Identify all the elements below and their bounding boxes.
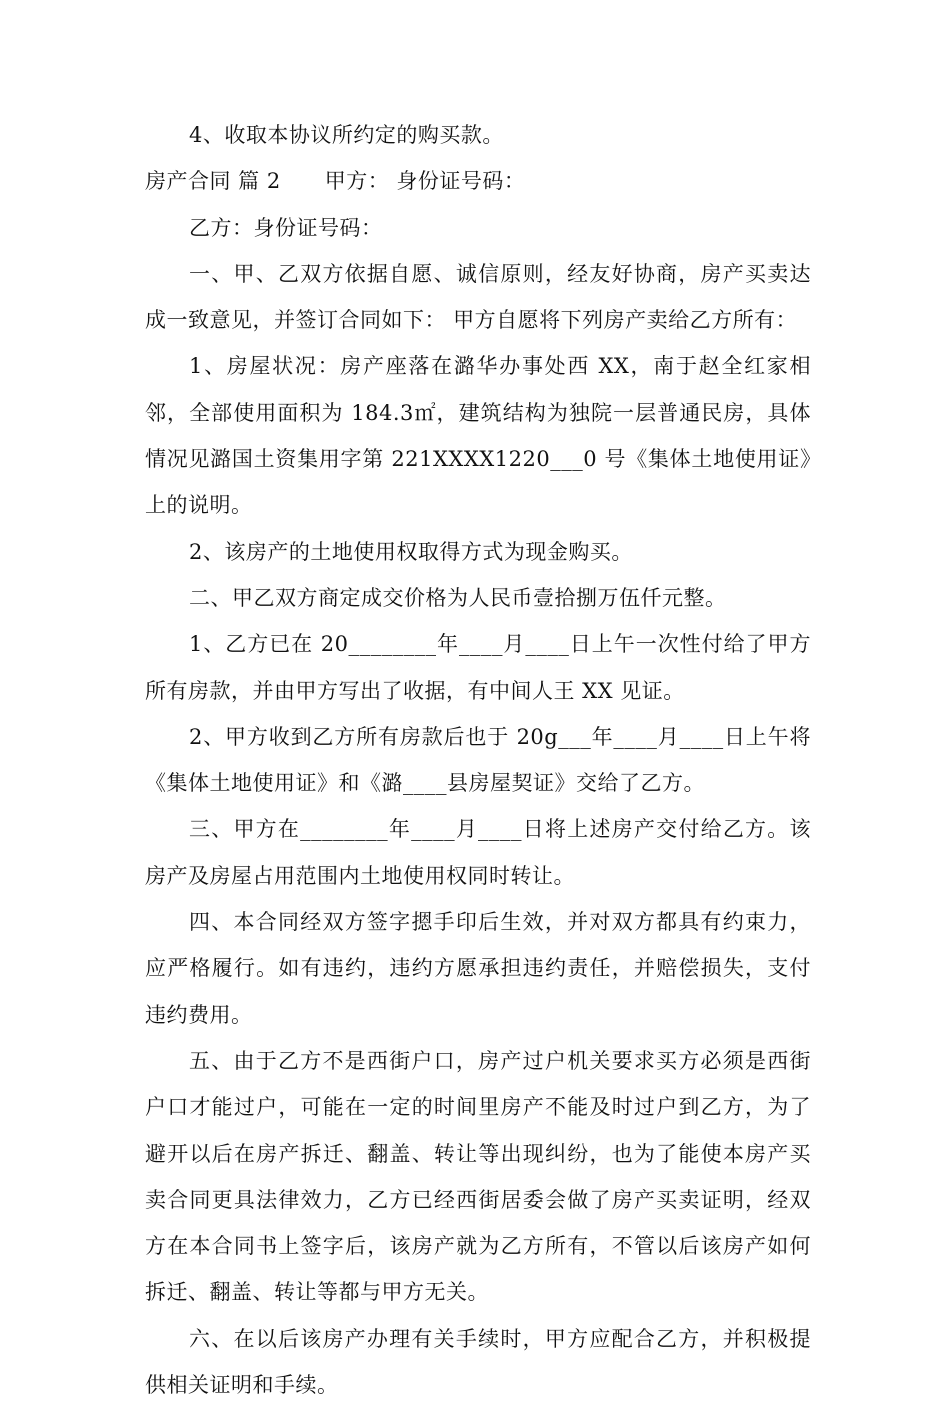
- clause-two-item-2: 2、甲方收到乙方所有房款后也于 20g___年____月____日上午将《集体土地使用证》和《潞____县房屋契证》交给了乙方。: [145, 724, 811, 796]
- clause-four: 四、本合同经双方签字摁手印后生效，并对双方都具有约束力，应严格履行。如有违约，违约方愿承担违约责任，并赔偿损失，支付违约费用。: [145, 910, 811, 1027]
- clause-five: 五、由于乙方不是西街户口，房产过户机关要求买方必须是西街户口才能过户，可能在一定的时间里房产不能及时过户到乙方，为了避开以后在房产拆迁、翻盖、转让等出现纠纷，也为了能使本房产买卖合同更具法律效力，乙方已经西街居委会做了房产买卖证明，经双方在本合同书上签字后，该房产就为乙方所有，不管以后该房产如何拆迁、翻盖、转让等都与甲方无关。: [145, 1048, 811, 1305]
- clause-two-item-1: 1、乙方已在 20________年____月____日上午一次性付给了甲方所有房款，并由甲方写出了收据，有中间人王 XX 见证。: [145, 632, 811, 703]
- clause-one: 一、甲、乙双方依据自愿、诚信原则，经友好协商，房产买卖达成一致意见，并签订合同如下： 甲方自愿将下列房产卖给乙方所有：: [145, 261, 811, 333]
- paragraph-item-4: 4、收取本协议所约定的购买款。: [189, 123, 504, 147]
- party-a-id-label: 甲方： 身份证号码：: [324, 169, 526, 194]
- section-title: 房产合同 篇 2: [145, 169, 281, 194]
- clause-three: 三、甲方在________年____月____日将上述房产交付给乙方。该房产及房屋占用范围内土地使用权同时转让。: [145, 817, 811, 888]
- document-body: [145, 112, 811, 1408]
- clause-two: 二、甲乙双方商定成交价格为人民币壹拾捌万伍仟元整。: [189, 585, 727, 610]
- clause-six: 六、在以后该房产办理有关手续时，甲方应配合乙方，并积极提供相关证明和手续。: [145, 1326, 811, 1398]
- clause-one-item-2: 2、该房产的土地使用权取得方式为现金购买。: [189, 539, 633, 564]
- party-b-id-label: 乙方：身份证号码：: [189, 215, 383, 240]
- clause-one-item-1: 1、房屋状况：房产座落在潞华办事处西 XX，南于赵全红家相邻，全部使用面积为 184.3㎡，建筑结构为独院一层普通民房，具体情况见潞国土资集用字第 221XXXX1220___0 号《集体土地使用证》上的说明。: [145, 354, 811, 518]
- section-heading-line: [145, 158, 811, 204]
